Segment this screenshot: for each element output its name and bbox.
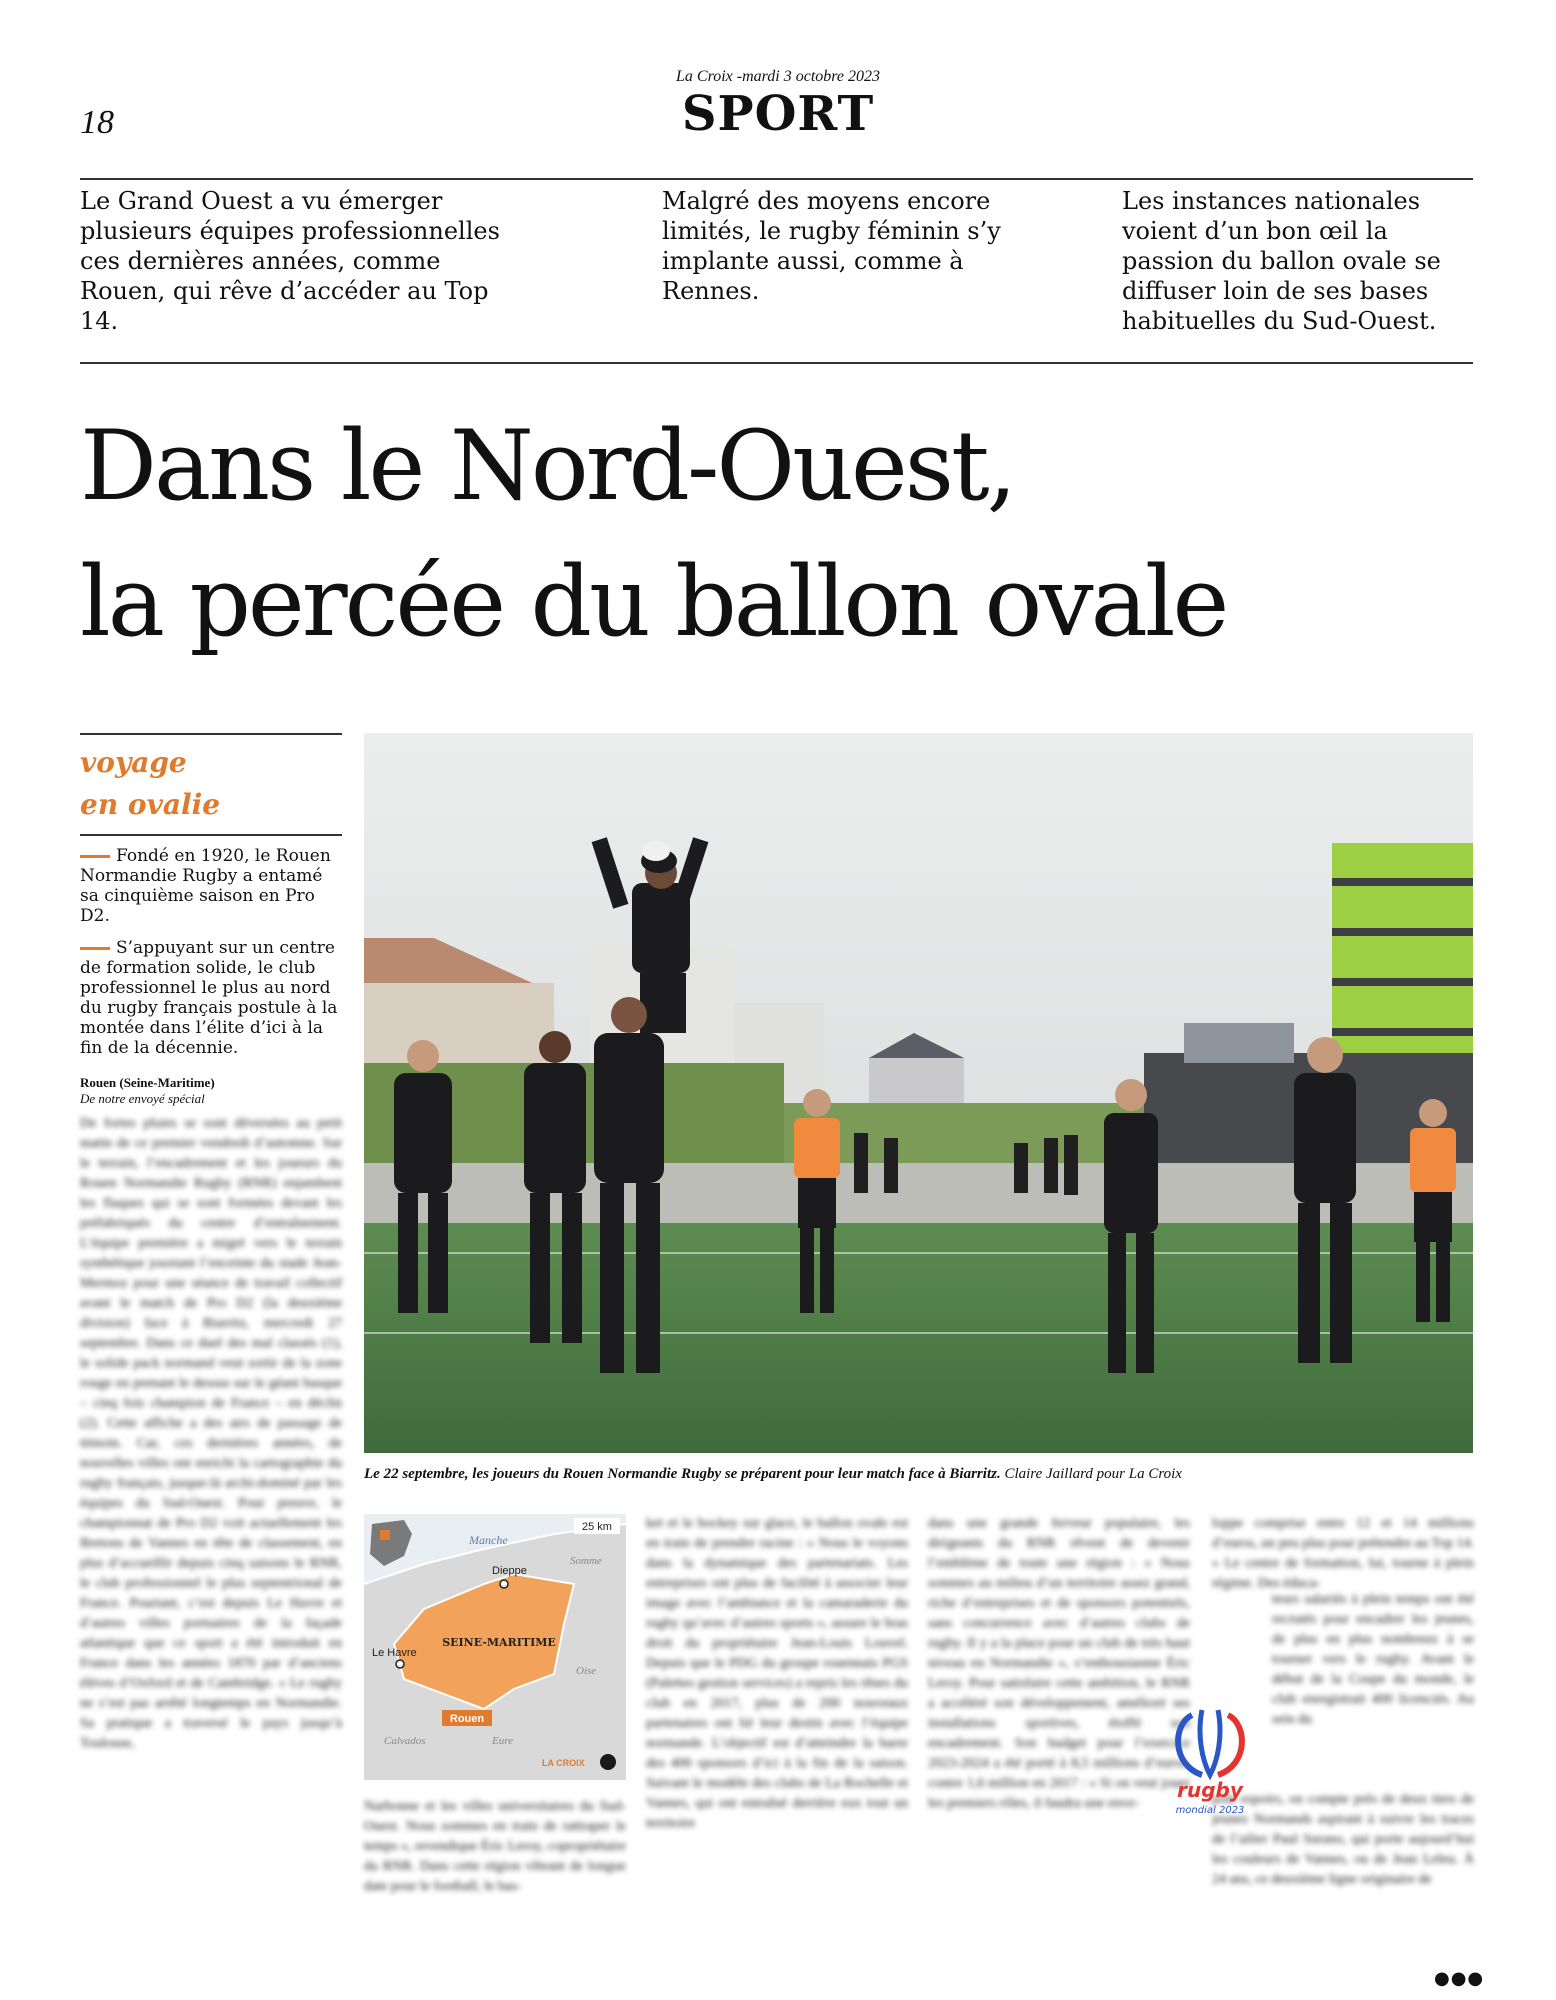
body-column-1: De fortes pluies se sont déversées au petit matin de ce premier vendredi d’automne. Sur le terrain, l’encadrement et les joueurs du Rouen Normandie Rugby (RNR) enjambent les flaques qui se sont formées devant les préfabriqués du centre d’entraînement. L’équipe première a migré vers le terrain synthétique jouxtant l’enceinte du stade Jean-Mermoz pour une séance de travail collectif avant le match de Pro D2 (la deuxième division) face à Biarritz, mercredi 27 septembre. Dans ce duel des mal classés (1), le solide pack normand veut sortir de la zone rouge en prenant le dessus sur le géant basque – cinq fois champion de France – en déclin (2). Cette affiche a des airs de passage de témoin. Car, ces dernières années, de nouvelles villes ont enrichi la cartographie du rugby français, jusque-là archi-dominé par les équipes du Sud-Ouest. Pour preuve, le championnat de Pro D2 voit actuellement les Bretons de Vannes en tête de classement, en plus d’accueillir depuis cinq saisons le RNR, le club professionnel le plus septentrional de France. Pourtant, c’est depuis Le Havre et d’autres villes portuaires de la façade atlantique que ce sport a été introduit en France dans les années 1870 par d’anciens élèves d’Oxford et de Cambridge. « Le rugby ne s’est pas arrêté longtemps en Normandie. Sa pratique a traversé le pays jusqu’à Toulouse, xyxy=(80,1116,342,1751)
body-column-3: ket et le hockey sur glace, le ballon ovale est en train de prendre racine : « Nous le voyons dans la dynamique des partenariats. Les entreprises ont plus de facilité à associer leur image avec l’ambiance et la camaraderie du rugby qu’avec d’autres sports », assure le bras droit du propriétaire Jean-Louis Louvel. Depuis que le PDG du groupe rouennais PGS (Palettes gestion services) a repris les rênes du club en 2017, plus de 200 nouveaux partenaires ont lié leur destin avec l’équipe normande. L’objectif est d’atteindre la barre des 400 sponsors d’ici à la fin de la saison. Suivant le modèle des clubs de La Rochelle et Vannes, qui ont entraîné derrière eux tout un territoire xyxy=(646,1516,908,1831)
body-column-4: dans une grande ferveur populaire, les dirigeants du RNR rêvent de devenir l’emblème de toute une région : « Nous sommes au milieu d’un territoire assez grand, riche d’entreprises et de sponsors potentiels, sans concurrence avec d’autres clubs de rugby. Il y a la place pour un club de très haut niveau en Normandie », s’enthousiasme Éric Leroy. Pour satisfaire cette ambition, le RNR a accéléré son développement, amélioré ses installations sportives, étoffé son encadrement. Son budget pour l’exercice 2023-2024 a été porté à 8,5 millions d’euros, contre 1,6 million en 2017 : « Si on veut jouer les premiers rôles, il faudra une enve- xyxy=(928,1516,1190,1811)
continuation-dots-icon: ●●● xyxy=(1434,1968,1485,1989)
map-source: LA CROIX xyxy=(542,1758,585,1768)
top-rule xyxy=(80,178,1473,180)
teaser-rule xyxy=(80,362,1473,364)
map-neighbour-somme: Somme xyxy=(570,1555,602,1567)
chapo-text-2: S’appuyant sur un centre de formation solide, le club professionnel le plus au nord du rugby français postule à la montée dans l’élite d’ici à la fin de la décennie. xyxy=(80,938,338,1058)
chapo-text-1: Fondé en 1920, le Rouen Normandie Rugby a entamé sa cinquième saison en Pro D2. xyxy=(80,846,331,926)
map-region-label: SEINE-MARITIME xyxy=(442,1636,556,1649)
body-column-5-middle: teurs salariés à plein temps ont été recrutés pour encadrer les jeunes, de plus en plus nombreux à se tourner vers le rugby. Avant le début de la Coupe du monde, le club enregistrait 400 licenciés. Au sein du xyxy=(1272,1592,1474,1727)
dateline: La Croix -mardi 3 octobre 2023 xyxy=(676,68,880,85)
teaser-2: Malgré des moyens encore limités, le rugby féminin s’y implante aussi, comme à Rennes. xyxy=(662,187,1001,305)
series-line-2: en ovalie xyxy=(80,788,221,821)
photo-caption xyxy=(364,1466,1473,1483)
series-title xyxy=(80,742,220,826)
dieppe-marker xyxy=(500,1580,508,1588)
teaser-3: Les instances nationales voient d’un bon œil la passion du ballon ovale se diffuser loin de ses bases habituelles du Sud-Ouest. xyxy=(1122,187,1441,335)
logo-event: mondial 2023 xyxy=(1175,1805,1245,1816)
byline xyxy=(80,1075,215,1107)
section-rubric: SPORT xyxy=(681,86,875,142)
series-line-1: voyage xyxy=(80,746,187,779)
map-city-dieppe: Dieppe xyxy=(492,1565,527,1577)
teaser-1: Le Grand Ouest a vu émerger plusieurs équipes professionnelles ces dernières années, comme Rouen, qui rêve d’accéder au Top 14. xyxy=(80,187,500,335)
map-illustration xyxy=(364,1514,626,1780)
photo-illustration xyxy=(364,733,1473,1453)
le-havre-marker xyxy=(396,1660,404,1668)
chapo-paragraph-2 xyxy=(80,938,342,1058)
headline-line-1: Dans le Nord-Ouest, xyxy=(80,410,1015,522)
orange-dash-marker xyxy=(80,855,110,858)
headline xyxy=(80,398,1480,670)
body-column-5-bottom: pôle espoirs, on compte près de deux tiers de jeunes Normands aspirant à suivre les traces de l’ailier Paul Surano, qui porte aujourd’hui les couleurs de Vannes, ou de Jean Leleu. À 24 ans, ce deuxième ligne originaire de xyxy=(1212,1792,1474,1887)
map-scale: 25 km xyxy=(582,1521,612,1533)
map-city-le-havre: Le Havre xyxy=(372,1647,417,1659)
rwc-logo-icon xyxy=(1162,1695,1258,1823)
rugby-training-photo xyxy=(364,733,1473,1453)
page-number: 18 xyxy=(80,104,114,141)
byline-role: De notre envoyé spécial xyxy=(80,1091,205,1106)
caption-text: Le 22 septembre, les joueurs du Rouen Normandie Rugby se préparent pour leur match face à Biarritz. xyxy=(364,1466,1001,1482)
logo-word: rugby xyxy=(1177,1778,1243,1802)
la-croix-logo-icon xyxy=(600,1754,616,1770)
rugby-world-cup-logo xyxy=(1162,1695,1258,1823)
map-sea-label: Manche xyxy=(469,1533,508,1547)
map-neighbour-calvados: Calvados xyxy=(384,1735,426,1747)
seine-maritime-map xyxy=(364,1514,626,1780)
series-top-rule xyxy=(80,733,342,735)
headline-line-2: la percée du ballon ovale xyxy=(80,546,1227,658)
map-city-rouen: Rouen xyxy=(449,1713,485,1725)
series-bottom-rule xyxy=(80,834,342,836)
map-neighbour-oise: Oise xyxy=(576,1665,597,1677)
body-column-5-top: loppe comprise entre 12 et 14 millions d’euros, un peu plus pour prétendre au Top 14. » Le centre de formation, lui, tourne à plein régime. Des éduca- xyxy=(1212,1516,1474,1591)
byline-place: Rouen (Seine-Maritime) xyxy=(80,1075,215,1090)
map-neighbour-eure: Eure xyxy=(492,1735,513,1747)
body-column-2: Narbonne et les villes universitaires du Sud-Ouest. Nous sommes en train de rattraper le temps », revendique Éric Leroy, copropriétaire du RNR. Dans cette région vibrant de longue date pour le football, le bas- xyxy=(364,1799,626,1894)
photo-credit: Claire Jaillard pour La Croix xyxy=(1004,1466,1182,1482)
orange-dash-marker xyxy=(80,947,110,950)
chapo-paragraph-1 xyxy=(80,846,342,926)
